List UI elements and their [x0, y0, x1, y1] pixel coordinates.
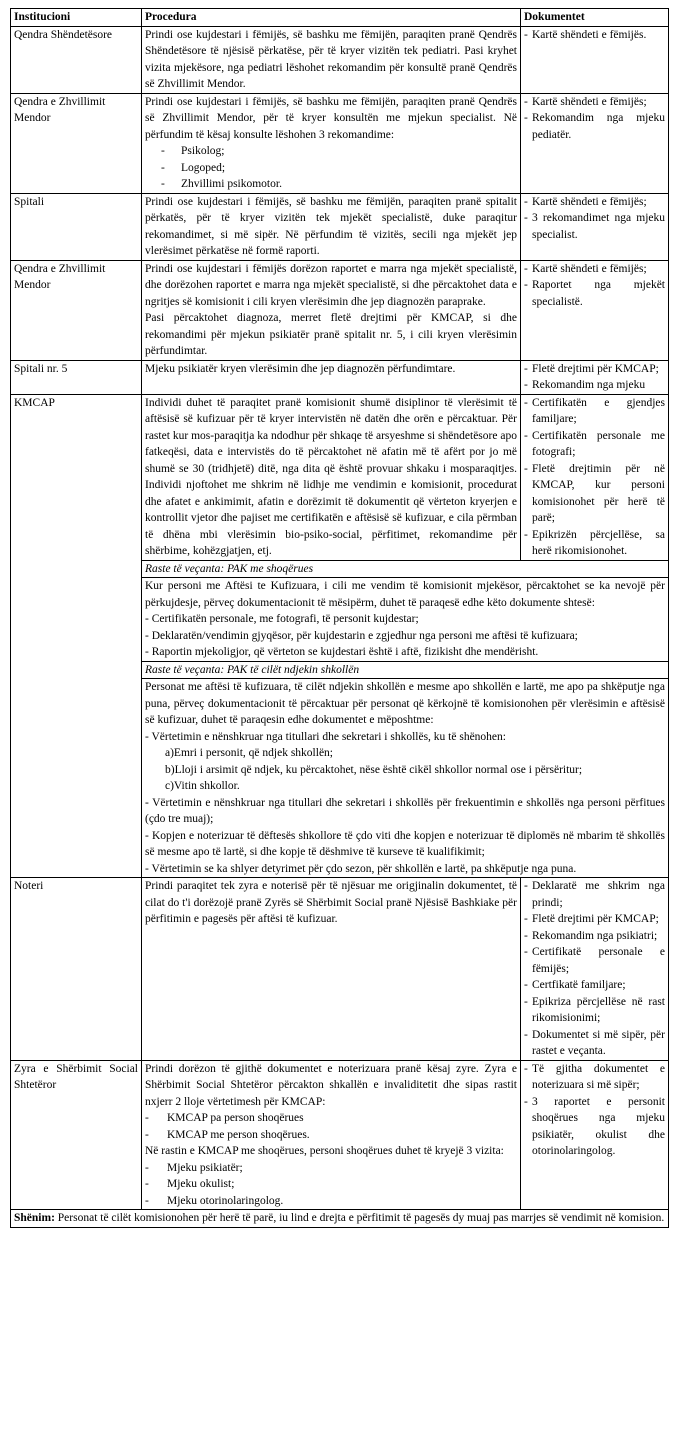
document-item: - Të gjitha dokumentet e noterizuara si më sipër; — [524, 1061, 665, 1094]
procedure-cell: Prindi ose kujdestari i fëmijës, së bashku me fëmijën, paraqiten pranë spitalit përkatës, për të kryer vizitën tek mjekët specialistë, duke paraqitur rekomandimet, si më sipër. Në përfundim të vizitës, secili nga mjekët jep vlerësimet përkatëse në formë raporti. — [142, 193, 521, 260]
document-item: - Fletë drejtimi për KMCAP; — [524, 911, 665, 928]
document-item: - Raportet nga mjekët specialistë. — [524, 277, 665, 310]
table-row — [11, 878, 669, 1061]
procedure-cell: Prindi ose kujdestari i fëmijës, së bashku me fëmijën, paraqiten pranë Qendrës Shëndetësore të njësisë përkatëse, për të kryer vizitën tek pediatri. Pasi kryhet vizita mjekësore, nga pediatri lëshohet rekomandim për konsultë pranë Qendrës së Zhvillimit Mendor. — [142, 26, 521, 93]
documents-cell — [521, 93, 669, 193]
document-item: - Rekomandim nga mjeku pediatër. — [524, 110, 665, 143]
documents-cell — [521, 360, 669, 394]
document-item: - Kartë shëndeti e fëmijës. — [524, 27, 665, 44]
institution-cell: Qendra e Zhvillimit Mendor — [11, 260, 142, 360]
documents-cell — [521, 193, 669, 260]
table-row — [11, 26, 669, 93]
procedure-cell: Prindi ose kujdestari i fëmijës, së bashku me fëmijën, paraqiten pranë Qendrës së Zhvillimit Mendor, për të kryer konsultën me mjekun specialist. Në përfundim të kësaj konsulte lëshohen 3 rekomandime: - Psikolog; - Logoped; - Zhvillimi psikomotor. — [142, 93, 521, 193]
list-item: - Vërtetimin se ka shlyer detyrimet për çdo sezon, për shkollën e lartë, pa shkëputje nga puna. — [145, 862, 577, 875]
list-item: - Mjeku psikiatër; — [145, 1160, 517, 1177]
header-row — [11, 9, 669, 27]
table-row — [11, 360, 669, 394]
documents-cell — [521, 878, 669, 1061]
header-procedure: Procedura — [142, 9, 521, 27]
document-item: - 3 rekomandimet nga mjeku specialist. — [524, 210, 665, 243]
list-item: - Vërtetimin e nënshkruar nga titullari dhe sekretari i shkollës, ku të shënohen: — [145, 730, 506, 743]
document-item: - Epikrizën përcjellëse, sa herë rikomisionohet. — [524, 527, 665, 560]
institution-cell: Spitali — [11, 193, 142, 260]
special-case-heading: Raste të veçanta: PAK të cilët ndjekin shkollën — [142, 661, 669, 679]
document-item: - Deklaratë me shkrim nga prindi; — [524, 878, 665, 911]
list-item: a)Emri i personit, që ndjek shkollën; — [165, 747, 333, 759]
institution-cell: Spitali nr. 5 — [11, 360, 142, 394]
procedure-cell: Prindi paraqitet tek zyra e noterisë për të njësuar me origjinalin dokumentet, të cilat do t'i dorëzojë pranë Zyrës së Shërbimit Social pranë Njësisë Bashkiake për përfitimin e pagesës për aftësi të kufizuar. — [142, 878, 521, 1061]
institution-cell: Noteri — [11, 878, 142, 1061]
document-item: - Kartë shëndeti e fëmijës; — [524, 261, 665, 278]
documents-cell — [521, 1060, 669, 1210]
table-row — [11, 394, 669, 560]
documents-cell — [521, 26, 669, 93]
document-item: - Fletë drejtimi për KMCAP; — [524, 361, 665, 378]
procedure-cell: Prindi ose kujdestari i fëmijës dorëzon raportet e marra nga mjekët specialistë, dhe dorëzohen raportet e marra nga mjekët specialistë, si dhe përcaktohet data e ngritjes së komisionit i cili kryen vlerësimin dhe jep diagnozën paraprake. Pasi përcaktohet diagnoza, merret fletë drejtimi për KMCAP, si dhe rekomandimi për mjekun psikiatër pranë spitalit nr. 5, i cili kryen vlerësimin përfundimtar. — [142, 260, 521, 360]
note-text: Personat të cilët komisionohen për herë të parë, iu lind e drejta e përfitimit të pagesës dy muaj pas marrjes së vendimit në komision. — [54, 1212, 665, 1224]
list-item: - Logoped; — [157, 160, 517, 177]
document-item: - Dokumentet si më sipër, për rastet e veçanta. — [524, 1027, 665, 1060]
document-item: - Rekomandim nga mjeku — [524, 377, 665, 394]
document-item: - Certifikatën e gjendjes familjare; — [524, 395, 665, 428]
note-cell — [11, 1210, 669, 1228]
document-item: - Certifikatën personale me fotografi; — [524, 428, 665, 461]
documents-cell — [521, 260, 669, 360]
procedure-table — [10, 8, 669, 1228]
list-item: - Zhvillimi psikomotor. — [157, 176, 517, 193]
document-item: - Certifikatë personale e fëmijës; — [524, 944, 665, 977]
header-documents: Dokumentet — [521, 9, 669, 27]
table-row — [11, 260, 669, 360]
list-item: - Psikolog; — [157, 143, 517, 160]
document-item: - Kartë shëndeti e fëmijës; — [524, 94, 665, 111]
document-item: - 3 raportet e personit shoqërues nga mjeku psikiatër, okulist dhe otorinolaringolog. — [524, 1094, 665, 1160]
procedure-cell: Prindi dorëzon të gjithë dokumentet e noterizuara pranë kësaj zyre. Zyra e Shërbimit Social Shtetëror përcakton shkallën e invaliditetit dhe sipas rastit nxjerr 2 lloje vërtetimesh për KMCAP: - KMCAP pa person shoqërues - KMCAP me person shoqërues. Në rastin e KMCAP me shoqërues, personi shoqërues duhet të kryejë 3 vizita: - Mjeku psikiatër; - Mjeku okulist; - Mjeku otorinolaringolog. — [142, 1060, 521, 1210]
list-item: - Vërtetimin e nënshkruar nga titullari dhe sekretari i shkollës për frekuentimin e shkollës nga personi përfitues (çdo tre muaj); — [145, 796, 665, 825]
note-label: Shënim: — [14, 1212, 55, 1224]
list-item: - Raportin mjekoligjor, që vërteton se kujdestari është i aftë, fizikisht dhe mendërisht. — [145, 646, 539, 658]
institution-cell: Qendra e Zhvillimit Mendor — [11, 93, 142, 193]
special-case-content: Personat me aftësi të kufizuara, të cilët ndjekin shkollën e mesme apo shkollën e lartë, me apo pa shkëputje nga puna, përveç dokumentacionit të përcaktuar për personat që kërkojnë të komisionohen për vlerësimin e aftësisë së kufizuar, duhet të paraqesin edhe dokumentet e mëposhtme: - Vërtetimin e nënshkruar nga titullari dhe sekretari i shkollës, ku të shënohen: a)Emri i personit, që ndjek shkollën; b)Lloji i arsimit që ndjek, ku përcaktohet, nëse është cikël shkollor normal ose i përsëritur; c)Vitin shkollor. - Vërtetimin e nënshkruar nga titullari dhe sekretari i shkollës për frekuentimin e shkollës nga personi përfitues (çdo tre muaj); - Kopjen e noterizuar të dëftesës shkollore të çdo viti dhe kopjen e noterizuar të diplomës në mbarim të shkollës së mesme apo të lartë, si dhe kopje të dëshmive të kurseve të kualifikimit; - Vërtetimin se ka shlyer detyrimet për çdo sezon, për shkollën e lartë, pa shkëputje nga puna. — [142, 679, 669, 878]
document-item: - Rekomandim nga psikiatri; — [524, 928, 665, 945]
list-item: - KMCAP me person shoqërues. — [145, 1127, 517, 1144]
special-case-heading: Raste të veçanta: PAK me shoqërues — [142, 560, 669, 578]
table-row — [11, 1060, 669, 1210]
document-item: - Kartë shëndeti e fëmijës; — [524, 194, 665, 211]
procedure-cell: Individi duhet të paraqitet pranë komisionit shumë disiplinor të vlerësimit të aftësisë së kufizuar për të kryer intervistën në datën dhe orën e përcaktuar. Për rastet kur mos-paraqitja ka ndodhur për shkaqe të arsyeshme si shëndetësore apo fatkeqësi, data e intervistës do të përcaktohet në afatin më të afërt por jo më shumë se 30 (tridhjetë) ditë, nga dita që është provuar shkaku i mosparaqitjes. Individi njoftohet me shkrim në lidhje me vendimin e komisionit, procedurat dhe afatet e ankimimit, afatin e dorëzimit të dokumentit që vërteton kryerjen e kontrollit vjetor dhe pajiset me certifikatën e aftësisë së kufizuar, e cila përmban të dhëna mbi vlerësimin bio-psiko-social, përfitimet, rekomandime për shërbime, kohëzgjatjen, etj. — [142, 394, 521, 560]
list-item: c)Vitin shkollor. — [165, 780, 240, 792]
table-row — [11, 193, 669, 260]
documents-cell — [521, 394, 669, 560]
list-item: - KMCAP pa person shoqërues — [145, 1110, 517, 1127]
procedure-cell: Mjeku psikiatër kryen vlerësimin dhe jep diagnozën përfundimtare. — [142, 360, 521, 394]
institution-cell: KMCAP — [11, 394, 142, 878]
document-item: - Epikriza përcjellëse në rast rikomisionimi; — [524, 994, 665, 1027]
note-row — [11, 1210, 669, 1228]
special-case-content: Kur personi me Aftësi te Kufizuara, i cili me vendim të komisionit mjekësor, përcaktohet se ka nevojë për përkujdesje, përveç dokumentacionit të mësipërm, duhet të paraqesë edhe këto dokumente shtesë: - Certifikatën personale, me fotografi, të personit kujdestar; - Deklaratën/vendimin gjyqësor, për kujdestarin e zgjedhur nga personi me aftësi të kufizuara; - Raportin mjekoligjor, që vërteton se kujdestari është i aftë, fizikisht dhe mendërisht. — [142, 578, 669, 662]
list-item: - Mjeku otorinolaringolog. — [145, 1193, 517, 1210]
institution-cell: Qendra Shëndetësore — [11, 26, 142, 93]
list-item: - Mjeku okulist; — [145, 1176, 517, 1193]
table-row — [11, 93, 669, 193]
list-item: - Kopjen e noterizuar të dëftesës shkollore të çdo viti dhe kopjen e noterizuar të diplomës në mbarim të shkollës së mesme apo të lartë, si dhe kopje të dëshmive të kurseve të kualifikimit; — [145, 829, 665, 858]
header-institution: Institucioni — [11, 9, 142, 27]
document-item: - Certfikatë familjare; — [524, 977, 665, 994]
list-item: - Deklaratën/vendimin gjyqësor, për kujdestarin e zgjedhur nga personi me aftësi të kufizuara; — [145, 629, 578, 642]
institution-cell: Zyra e Shërbimit Social Shtetëror — [11, 1060, 142, 1210]
list-item: b)Lloji i arsimit që ndjek, ku përcaktohet, nëse është cikël shkollor normal ose i përsëritur; — [165, 763, 583, 776]
list-item: - Certifikatën personale, me fotografi, të personit kujdestar; — [145, 613, 419, 625]
document-item: - Fletë drejtimin për në KMCAP, kur personi komisionohet për herë të parë; — [524, 461, 665, 527]
